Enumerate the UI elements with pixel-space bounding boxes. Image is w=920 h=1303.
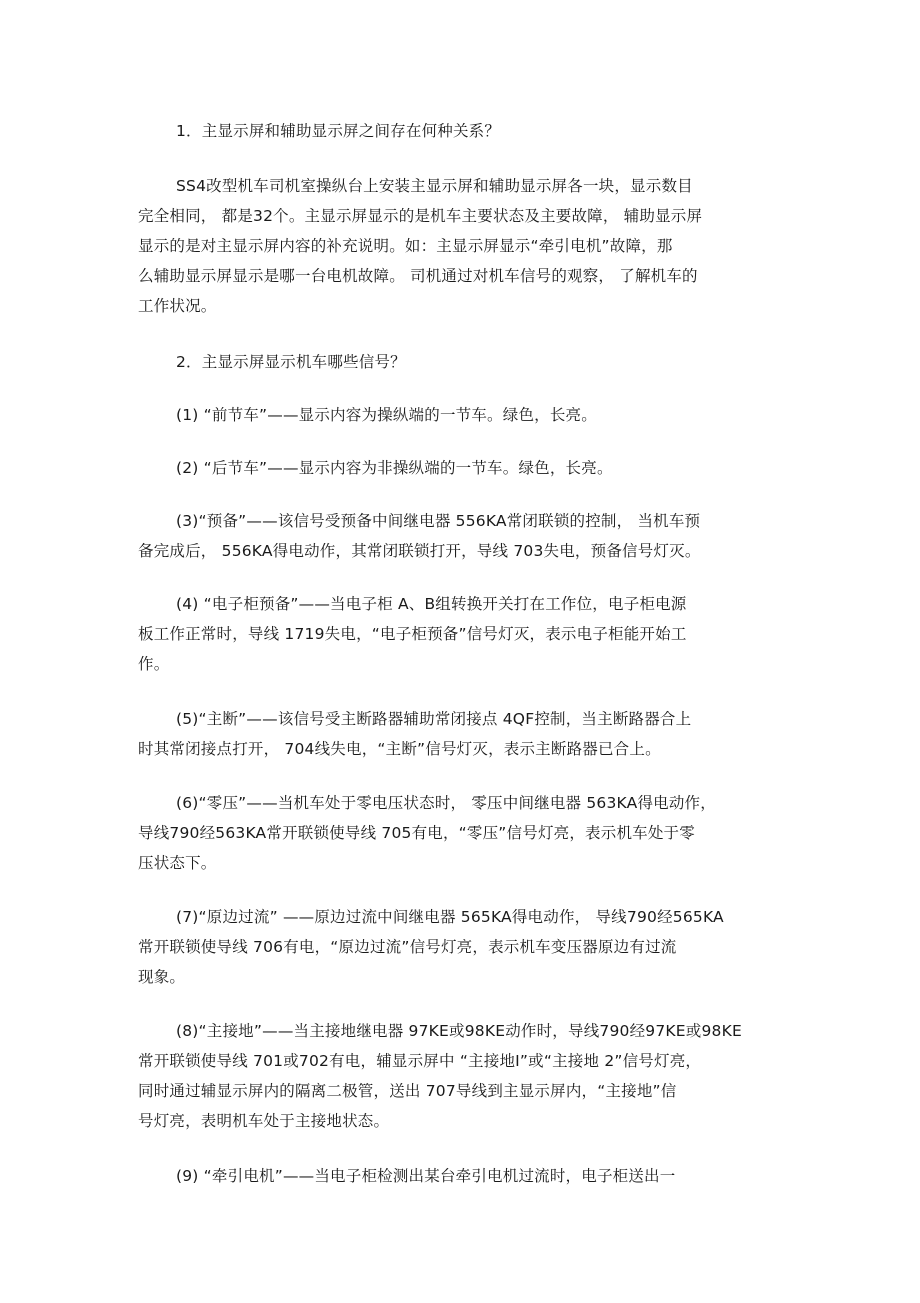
- q2-item-3: (3)“预备”——该信号受预备中间继电器 556KA常闭联锁的控制， 当机车预: [176, 512, 701, 530]
- q2-item-8: 常开联锁使导线 701或702有电，辅显示屏中 “主接地Ⅰ”或“主接地 2”信号灯亮，: [138, 1052, 702, 1070]
- q2-item-1: (1) “前节车”——显示内容为操纵端的一节车。绿色，长亮。: [176, 406, 597, 424]
- q2-item-6: (6)“零压”——当机车处于零电压状态时， 零压中间继电器 563KA得电动作，: [176, 794, 716, 812]
- q2-item-5: 时其常闭接点打开， 704线失电，“主断”信号灯灭，表示主断路器已合上。: [138, 740, 661, 758]
- q1-heading: 1．主显示屏和辅助显示屏之间存在何种关系？: [176, 122, 501, 140]
- q1-line: SS4改型机车司机室操纵台上安装主显示屏和辅助显示屏各一块，显示数目: [176, 177, 693, 195]
- q2-heading: 2．主显示屏显示机车哪些信号？: [176, 353, 406, 371]
- q1-line: 么辅助显示屏显示是哪一台电机故障。 司机通过对机车信号的观察， 了解机车的: [138, 267, 698, 285]
- q2-item-3: 备完成后， 556KA得电动作，其常闭联锁打开，导线 703失电，预备信号灯灭。: [138, 542, 701, 560]
- q2-item-4: (4) “电子柜预备”——当电子柜 A、B组转换开关打在工作位，电子柜电源: [176, 595, 687, 613]
- q2-item-7: 现象。: [138, 968, 186, 986]
- q2-item-8: (8)“主接地”——当主接地继电器 97KE或98KE动作时，导线790经97KE或98KE: [176, 1022, 742, 1040]
- q2-item-4: 作。: [138, 655, 170, 673]
- q1-line: 完全相同， 都是32个。主显示屏显示的是机车主要状态及主要故障， 辅助显示屏: [138, 207, 703, 225]
- q2-item-4: 板工作正常时，导线 1719失电，“电子柜预备”信号灯灭，表示电子柜能开始工: [138, 625, 687, 643]
- q2-item-6: 压状态下。: [138, 854, 217, 872]
- q2-item-9: (9) “牵引电机”——当电子柜检测出某台牵引电机过流时，电子柜送出一: [176, 1167, 676, 1185]
- q2-item-2: (2) “后节车”——显示内容为非操纵端的一节车。绿色，长亮。: [176, 459, 613, 477]
- q2-item-7: (7)“原边过流” ——原边过流中间继电器 565KA得电动作， 导线790经565KA: [176, 908, 724, 926]
- q2-item-7: 常开联锁使导线 706有电，“原边过流”信号灯亮，表示机车变压器原边有过流: [138, 938, 677, 956]
- q2-item-5: (5)“主断”——该信号受主断路器辅助常闭接点 4QF控制，当主断路器合上: [176, 710, 692, 728]
- q2-item-8: 号灯亮，表明机车处于主接地状态。: [138, 1112, 390, 1130]
- q1-line: 工作状况。: [138, 297, 217, 315]
- q2-item-8: 同时通过辅显示屏内的隔离二极管，送出 707导线到主显示屏内，“主接地”信: [138, 1082, 677, 1100]
- q1-line: 显示的是对主显示屏内容的补充说明。如：主显示屏显示“牵引电机”故障，那: [138, 237, 673, 255]
- q2-item-6: 导线790经563KA常开联锁使导线 705有电，“零压”信号灯亮，表示机车处于零: [138, 824, 695, 842]
